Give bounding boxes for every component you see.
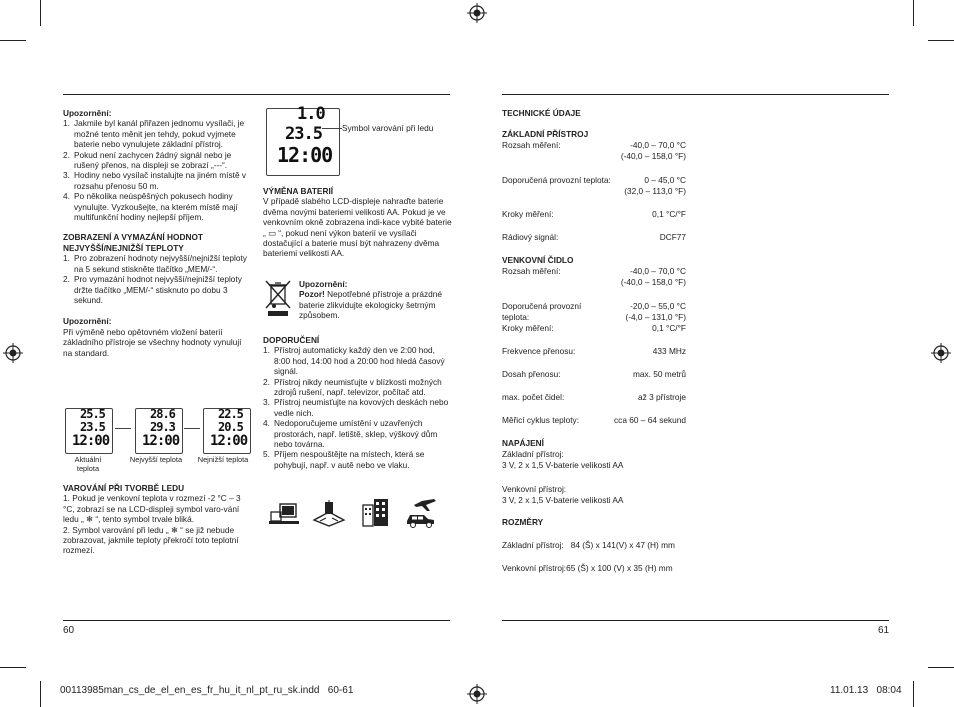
file-slug: 00113985man_cs_de_el_en_es_fr_hu_it_nl_pt_ru_sk.indd 60-61	[60, 685, 354, 696]
lcd-temp-indoor: 28.6	[150, 407, 175, 421]
list-item: 2. Přístroj nikdy neumisťujte v blízkosti možných zdrojů rušení, např. televizor, počítač atd.	[263, 376, 442, 398]
recommendations	[263, 335, 453, 470]
power-value: 3 V, 2 x 1,5 V-baterie velikosti AA	[502, 460, 624, 470]
section-heading: ZÁKLADNÍ PŘÍSTROJ	[502, 129, 589, 139]
crop-mark	[0, 40, 26, 41]
display-caption: Aktuální	[74, 455, 102, 464]
frost-symbol-callout: Symbol varování při ledu	[342, 123, 434, 133]
date-slug: 11.01.13 08:04	[830, 685, 902, 696]
battery-text: V případě slabého LCD-displeje nahraďte baterie dvěma novými bateriemi velikosti AA. Pokud je ve venkovním okně zobrazena indi-kace vybité baterie „ ▭ “, pokud není výkon baterií ve vysílači dostačující a baterie musí být nahrazeny dvěma bateriemi velikosti AA.	[263, 196, 452, 259]
section-heading: ROZMĚRY	[502, 517, 544, 527]
callout-line	[322, 128, 342, 129]
lcd-time: 12:00	[210, 433, 248, 449]
crop-mark	[928, 667, 954, 668]
power-label: Základní přístroj:	[502, 449, 564, 459]
section-heading: VAROVÁNÍ PŘI TVORBĚ LEDU	[63, 483, 185, 493]
section-heading: ZOBRAZENÍ A VYMAZÁNÍ HODNOT	[63, 232, 203, 243]
lcd-time: 12:00	[142, 433, 180, 449]
list-item: 4. Nedoporučujeme umístění v uzavřených prostorách, např. letiště, sklep, výškový dům nebo továrna.	[263, 418, 438, 450]
lcd-display-max	[135, 408, 183, 454]
right-column: TECHNICKÉ ÚDAJE ZÁKLADNÍ PŘÍSTROJ Rozsah měření: -40,0 – 70,0 °C (-40,0 – 158,0 °F) Doporučená provozní teplota: 0 – 45,0 °C (32,0 – 113,0 °F) Kroky měření: 0,1 °C/°F Rádiový signál: DCF77 VENKOVNÍ ČIDLO Rozsah měření: -40,0 – 70,0 °C (-40,0 – 158,0 °F) Doporučená provozní -20,0 – 55,0 °C teplota: (-4,0 – 131,0 °F) Kroky měření: 0,1 °C/°F Frekvence přenosu: 433 MHz Dosah přenosu: max. 50 metrů max. počet čidel: až 3 přístroje Měřicí cyklus teploty: cca 60 – 64 sekund NAPÁJENÍ Základní přístroj: 3 V, 2 x 1,5 V-baterie velikosti AA Venkovní přístroj: 3 V, 2 x 1,5 V-baterie velikosti AA ROZMĚRY Základní přístroj: 84 (Š) x 141(V) x 47 (H) mm Venkovní přístroj:65 (Š) x 100 (V) x 35 (H) mm	[502, 108, 686, 573]
frost-section	[63, 483, 253, 556]
dimension-row: Základní přístroj: 84 (Š) x 141(V) x 47 (H) mm	[502, 540, 675, 550]
tv-computer-icon	[268, 500, 300, 528]
section-heading: VENKOVNÍ ČIDLO	[502, 255, 574, 265]
power-label: Venkovní přístroj:	[502, 484, 567, 494]
section-heading: NEJVYŠŠÍ/NEJNIŽŠÍ TEPLOTY	[63, 242, 184, 253]
section-heading: NAPÁJENÍ	[502, 438, 544, 448]
middle-column	[263, 186, 453, 259]
lcd-display-row	[63, 406, 258, 476]
dimension-row: Venkovní přístroj:65 (Š) x 100 (V) x 35 (H) mm	[502, 563, 673, 573]
warning-heading: Upozornění:	[63, 316, 112, 327]
crop-mark	[913, 681, 914, 707]
list-item: 4. Po několika neúspěšných pokusech hodiny vynulujte. Vyzkoušejte, na kterém místě mají multifunkční hodiny nejlepší příjem.	[63, 191, 238, 223]
lcd-temp-indoor: 22.5	[218, 407, 243, 421]
warning-heading: Upozornění:	[299, 279, 348, 289]
footer-rule	[63, 620, 450, 621]
lcd-temp-outdoor: 20.5	[218, 420, 243, 434]
page-number-right: 61	[878, 625, 890, 636]
display-caption: Nejnižší teplota	[197, 455, 249, 464]
lcd-temp-outdoor: 29.3	[150, 420, 175, 434]
wheelie-bin-crossed-icon	[264, 279, 292, 317]
disposal-text: Pozor! Nepotřebné přístroje a prázdné baterie zlikvidujte ekologicky šetrným způsobem.	[299, 289, 442, 321]
frost-text: 2. Symbol varování při ledu „ ❄ “ se již nebude zobrazovat, jakmile teploty překročí toto teplotní rozmezí.	[63, 524, 239, 556]
list-item: 1. Jakmile byl kanál přiřazen jednomu vysílači, je možné tento měnit jen tehdy, pokud vyjmete baterie nebo vynulujete základní přístroj.	[63, 118, 245, 150]
vehicle-plane-icon	[404, 497, 440, 528]
page-number-left: 60	[63, 625, 75, 636]
power-value: 3 V, 2 x 1,5 V-baterie velikosti AA	[502, 495, 624, 505]
warning-list	[63, 118, 253, 222]
list-item: 1. Pro zobrazení hodnoty nejvyšší/nejnižší teploty na 5 sekund stiskněte tlačítko „MEM/-“.	[63, 253, 247, 274]
lcd-display-current	[65, 408, 113, 454]
display-caption: teplota	[76, 464, 100, 473]
minmax-list	[63, 253, 253, 305]
header-rule	[63, 94, 450, 95]
crop-mark	[928, 40, 954, 41]
list-item: 3. Přístroj neumisťujte na kovových deskách nebo vedle nich.	[263, 397, 449, 418]
lcd-display-frost	[266, 104, 340, 176]
crop-mark	[40, 0, 41, 26]
metal-surface-icon	[312, 498, 346, 528]
section-heading: TECHNICKÉ ÚDAJE	[502, 108, 581, 118]
list-item: 2. Pro vymazání hodnot nejvyšší/nejnižší teploty držte tlačítko „MEM/-“ stisknuto po dobu 3 sekund.	[63, 274, 242, 305]
list-item: 2. Pokud není zachycen žádný signál nebo je rušený přenos, na displeji se zobrazí „---“.	[63, 149, 232, 171]
crop-mark	[0, 667, 26, 668]
warning-text: Při výměně nebo opětovném vložení baterií základního přístroje se všechny hodnoty vynulují na standard.	[63, 326, 242, 358]
lcd-temp-outdoor: 23.5	[80, 420, 105, 434]
lcd-time: 12:00	[72, 433, 110, 449]
connector-line	[184, 428, 200, 429]
list-item: 5. Příjem nespouštějte na místech, která se pohybují, např. v autě nebo ve vlaku.	[263, 449, 425, 470]
list-item: 1. Přístroj automaticky každý den ve 2:00 hod, 8:00 hod, 14:00 hod a 20:00 hod hledá časový signál.	[263, 345, 445, 377]
header-rule	[502, 94, 889, 95]
disposal-note	[299, 279, 454, 321]
lcd-display-min	[203, 408, 251, 454]
frost-text: 1. Pokud je venkovní teplota v rozmezí -2 °C – 3 °C, zobrazí se na LCD-displeji symbol varo-vání ledu „ ❄ “, tento symbol trvale bliká.	[63, 493, 241, 525]
footer-rule	[502, 620, 889, 621]
lcd-time: 12:00	[277, 143, 333, 167]
section-heading: DOPORUČENÍ	[263, 335, 320, 345]
display-caption: Nejvyšší teplota	[129, 455, 183, 464]
warning-heading: Upozornění:	[63, 108, 112, 118]
lcd-temp-indoor: 1.0	[297, 104, 325, 124]
list-item: 3. Hodiny nebo vysílač instalujte na jiném místě v rozsahu přenosu 50 m.	[63, 170, 247, 191]
registration-mark-icon	[467, 684, 487, 704]
crop-mark	[913, 0, 914, 26]
registration-mark-icon	[3, 343, 23, 363]
recommend-list	[263, 345, 453, 470]
left-column	[63, 108, 253, 358]
crop-mark	[40, 681, 41, 707]
registration-mark-icon	[931, 343, 951, 363]
lcd-temp-indoor: 25.5	[80, 407, 105, 421]
connector-line	[115, 428, 131, 429]
lcd-temp-outdoor: 23.5	[285, 124, 322, 144]
section-heading: VÝMĚNA BATERIÍ	[263, 186, 334, 196]
building-icon	[360, 497, 392, 528]
registration-mark-icon	[467, 3, 487, 23]
